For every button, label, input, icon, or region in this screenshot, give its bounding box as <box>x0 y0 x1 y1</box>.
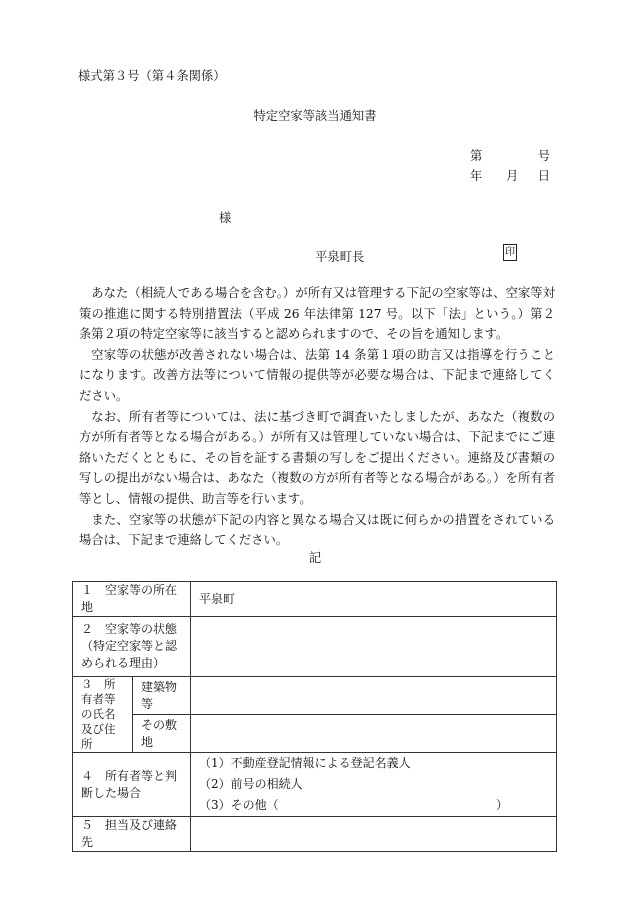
date-day: 日 <box>537 169 550 183</box>
details-table <box>72 581 557 852</box>
condition-value <box>191 617 557 677</box>
body-paragraph-2: 空家等の状態が改善されない場合は、法第 14 条第１項の助言又は指導を行うことになります。改善方法等について情報の提供等が必要な場合は、下記まで連絡してください。 <box>79 347 555 403</box>
option-other-close: ） <box>496 798 509 812</box>
table-row <box>73 582 557 617</box>
owner-basis-options <box>191 753 557 817</box>
location-value: 平泉町 <box>191 582 557 617</box>
table-row <box>73 817 557 852</box>
owner-building-value <box>191 677 557 715</box>
owner-label: ３ 所有者等の氏名及び住所 <box>73 677 133 753</box>
contact-value <box>191 817 557 852</box>
seal-mark: 印 <box>503 244 517 261</box>
option-other <box>199 795 548 816</box>
contact-label: ５ 担当及び連絡先 <box>73 817 191 852</box>
table-row <box>73 677 557 715</box>
addressee-suffix: 様 <box>219 211 232 225</box>
condition-label: ２ 空家等の状態（特定空家等と認められる理由） <box>73 617 191 677</box>
number-prefix: 第 <box>470 149 483 163</box>
date-month: 月 <box>506 169 519 183</box>
ki-heading: 記 <box>308 551 322 565</box>
body-paragraph-3: なお、所有者等については、法に基づき町で調査いたしましたが、あなた（複数の方が所有者等となる場合がある。）が所有又は管理していない場合は、下記までにご連絡いただくとともに、その旨を証する書類の写しをご提出ください。連絡及び書類の写しの提出がない場合は、あなた（複数の方が所有者等となる場合がある。）を所有者等とし、情報の提供、助言等を行います。 <box>79 409 555 506</box>
form-number: 様式第３号（第４条関係） <box>78 69 226 83</box>
option-heir: （2）前号の相続人 <box>199 777 303 791</box>
body-paragraph-1: あなた（相続人である場合を含む。）が所有又は管理する下記の空家等は、空家等対策の推進に関する特別措置法（平成 26 年法律第 127 号。以下「法」という。）第２条第２項の特定空家等に該当すると認められますので、その旨を通知します。 <box>79 286 555 342</box>
number-suffix: 号 <box>537 149 550 163</box>
owner-site-value <box>191 715 557 753</box>
option-registry: （1）不動産登記情報による登記名義人 <box>199 756 411 770</box>
date-year: 年 <box>470 169 483 183</box>
table-row <box>73 617 557 677</box>
document-title: 特定空家等該当通知書 <box>253 109 377 123</box>
owner-basis-label: ４ 所有者等と判断した場合 <box>73 753 191 817</box>
owner-site-label: その敷地 <box>133 715 191 753</box>
sender-name: 平泉町長 <box>315 250 365 264</box>
table-row <box>73 715 557 753</box>
owner-building-label: 建築物等 <box>133 677 191 715</box>
notice-body <box>79 283 555 551</box>
option-other-open: （3）その他（ <box>199 798 279 812</box>
body-paragraph-4: また、空家等の状態が下記の内容と異なる場合又は既に何らかの措置をされている場合は、下記まで連絡してください。 <box>79 512 555 548</box>
location-label: １ 空家等の所在地 <box>73 582 191 617</box>
table-row <box>73 753 557 817</box>
